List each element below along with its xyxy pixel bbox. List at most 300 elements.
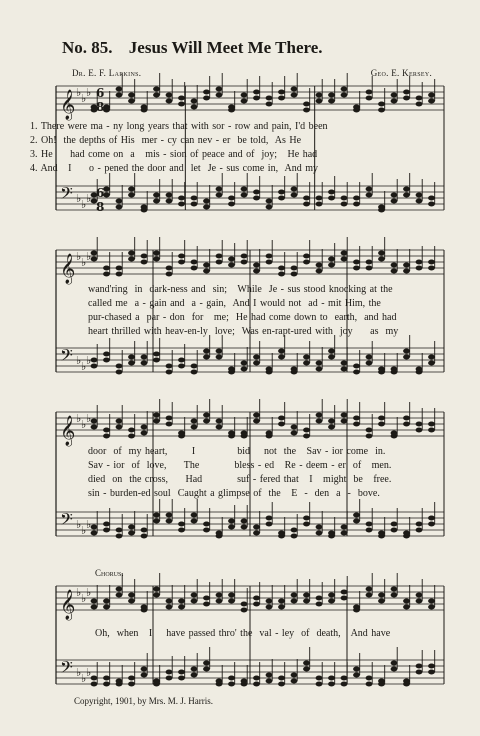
note-head [428, 664, 435, 669]
note-head [341, 596, 348, 601]
note-head [203, 602, 210, 607]
note-head [316, 602, 323, 607]
time-signature-bottom: 8 [96, 100, 105, 114]
note-head [178, 599, 185, 604]
note-head [278, 272, 285, 277]
note-head [178, 202, 185, 207]
flat-icon: ♭ [86, 354, 92, 367]
bass-clef-icon: 𝄢 [60, 509, 73, 533]
note-head [166, 272, 173, 277]
note-head [416, 102, 423, 107]
note-head [353, 673, 360, 678]
note-head [228, 263, 235, 268]
note-head [341, 682, 348, 687]
note-head [166, 93, 173, 98]
note-head [203, 96, 210, 101]
note-head [116, 205, 123, 210]
flat-icon: ♭ [76, 250, 82, 263]
note-head [178, 254, 185, 259]
note-head [153, 513, 160, 518]
note-head [153, 413, 160, 418]
note-head [178, 605, 185, 610]
note-head [428, 260, 435, 265]
note-head [253, 596, 260, 601]
note-head [116, 199, 123, 204]
note-head [191, 196, 198, 201]
note-head [153, 251, 160, 256]
note-head [116, 87, 123, 92]
flat-icon: ♭ [86, 586, 92, 599]
flat-icon: ♭ [86, 192, 92, 205]
note-head [166, 193, 173, 198]
note-head [428, 670, 435, 675]
lyric-line: 2. Oh! the depths of His mer - cy can nev - er be told, As He [30, 135, 302, 146]
note-head [178, 358, 185, 363]
note-head [403, 193, 410, 198]
note-head [291, 93, 298, 98]
note-head [353, 364, 360, 369]
treble-clef-icon: 𝄞 [60, 416, 76, 446]
note-head [366, 428, 373, 433]
note-head [91, 425, 98, 430]
treble-clef-icon: 𝄞 [60, 90, 76, 120]
note-head [203, 667, 210, 672]
flat-icon: ♭ [81, 256, 87, 269]
lyric-line: wand'ring in dark-ness and sin; While Je - sus stood knocking at the [88, 284, 393, 295]
note-head [278, 90, 285, 95]
note-head [353, 370, 360, 375]
note-head [378, 416, 385, 421]
note-head [241, 260, 248, 265]
note-head [191, 266, 198, 271]
note-head [266, 673, 273, 678]
note-head [316, 263, 323, 268]
note-head [341, 525, 348, 530]
note-head [291, 87, 298, 92]
note-head [316, 682, 323, 687]
note-head [91, 605, 98, 610]
note-head [166, 416, 173, 421]
note-head [141, 528, 148, 533]
treble-clef-icon: 𝄞 [60, 590, 76, 620]
note-head [253, 269, 260, 274]
note-head [241, 602, 248, 607]
note-head [153, 419, 160, 424]
note-head [228, 108, 235, 113]
note-head [266, 605, 273, 610]
note-head [141, 361, 148, 366]
note-head [178, 364, 185, 369]
note-head [366, 587, 373, 592]
note-head [316, 525, 323, 530]
bass-clef-icon: 𝄢 [60, 345, 73, 369]
note-head [116, 93, 123, 98]
note-head [316, 99, 323, 104]
note-head [203, 199, 210, 204]
note-head [303, 599, 310, 604]
note-head [228, 519, 235, 524]
note-head [428, 599, 435, 604]
note-head [403, 416, 410, 421]
bass-clef-icon: 𝄢 [60, 183, 73, 207]
note-head [103, 522, 110, 527]
note-head [216, 425, 223, 430]
note-head [391, 522, 398, 527]
note-head [153, 199, 160, 204]
note-head [366, 361, 373, 366]
note-head [178, 522, 185, 527]
note-head [128, 531, 135, 536]
note-head [166, 370, 173, 375]
note-head [116, 534, 123, 539]
note-head [416, 199, 423, 204]
composer-credit: Geo. E. Kersey. [370, 68, 432, 78]
note-head [341, 367, 348, 372]
note-head [191, 599, 198, 604]
note-head [241, 608, 248, 613]
note-head [203, 413, 210, 418]
note-head [166, 670, 173, 675]
note-head [116, 370, 123, 375]
note-head [341, 93, 348, 98]
lyrics-system-3 [88, 445, 448, 501]
lyric-line: Oh, when I have passed thro' the val - ley of death, And have [95, 628, 391, 639]
note-head [328, 257, 335, 262]
flat-icon: ♭ [86, 250, 92, 263]
note-head [141, 208, 148, 213]
note-head [128, 355, 135, 360]
note-head [391, 667, 398, 672]
note-head [416, 664, 423, 669]
note-head [353, 608, 360, 613]
note-head [391, 269, 398, 274]
note-head [278, 190, 285, 195]
note-head [416, 193, 423, 198]
note-head [391, 370, 398, 375]
note-head [153, 257, 160, 262]
note-head [241, 361, 248, 366]
note-head [203, 522, 210, 527]
note-head [191, 370, 198, 375]
note-head [366, 682, 373, 687]
note-head [328, 425, 335, 430]
note-head [216, 349, 223, 354]
note-head [291, 425, 298, 430]
note-head [191, 673, 198, 678]
note-head [403, 599, 410, 604]
note-head [428, 99, 435, 104]
note-head [266, 516, 273, 521]
note-head [266, 102, 273, 107]
note-head [416, 428, 423, 433]
note-head [128, 187, 135, 192]
note-head [128, 676, 135, 681]
note-head [153, 93, 160, 98]
note-head [266, 599, 273, 604]
note-head [253, 355, 260, 360]
note-head [141, 608, 148, 613]
note-head [141, 431, 148, 436]
note-head [103, 266, 110, 271]
note-head [141, 425, 148, 430]
author-credit: Dr. E. F. Larkins. [72, 68, 142, 78]
note-head [403, 263, 410, 268]
note-head [428, 361, 435, 366]
note-head [253, 525, 260, 530]
note-head [428, 422, 435, 427]
note-head [203, 90, 210, 95]
note-head [153, 593, 160, 598]
note-head [241, 254, 248, 259]
note-head [428, 522, 435, 527]
note-head [241, 187, 248, 192]
note-head [241, 99, 248, 104]
note-head [291, 593, 298, 598]
note-head [103, 676, 110, 681]
note-head [216, 260, 223, 265]
note-head [403, 682, 410, 687]
note-head [303, 254, 310, 259]
note-head [316, 361, 323, 366]
note-head [366, 193, 373, 198]
note-head [228, 599, 235, 604]
note-head [116, 587, 123, 592]
note-head [403, 355, 410, 360]
note-head [403, 349, 410, 354]
hymn-number: No. 85. [62, 38, 113, 57]
note-head [328, 599, 335, 604]
note-head [366, 96, 373, 101]
note-head [178, 676, 185, 681]
note-head [103, 272, 110, 277]
note-head [378, 599, 385, 604]
note-head [191, 425, 198, 430]
note-head [303, 434, 310, 439]
note-head [353, 416, 360, 421]
flat-icon: ♭ [81, 360, 87, 373]
flat-icon: ♭ [76, 86, 82, 99]
note-head [303, 102, 310, 107]
note-head [416, 593, 423, 598]
note-head [103, 528, 110, 533]
lyric-line: died on the cross, Had suf - fered that I might be free. [88, 474, 392, 485]
note-head [128, 99, 135, 104]
note-head [266, 679, 273, 684]
note-head [303, 196, 310, 201]
note-head [178, 102, 185, 107]
note-head [216, 254, 223, 259]
note-head [341, 257, 348, 262]
note-head [378, 593, 385, 598]
flat-icon: ♭ [86, 412, 92, 425]
note-head [353, 667, 360, 672]
note-head [116, 266, 123, 271]
note-head [116, 528, 123, 533]
note-head [391, 528, 398, 533]
note-head [266, 199, 273, 204]
note-head [191, 105, 198, 110]
note-head [153, 87, 160, 92]
note-head [341, 251, 348, 256]
note-head [316, 93, 323, 98]
note-head [291, 528, 298, 533]
note-head [153, 587, 160, 592]
note-head [341, 676, 348, 681]
note-head [128, 525, 135, 530]
note-head [253, 263, 260, 268]
note-head [278, 96, 285, 101]
note-head [328, 682, 335, 687]
note-head [253, 676, 260, 681]
note-head [303, 661, 310, 666]
note-head [391, 434, 398, 439]
note-head [303, 108, 310, 113]
note-head [416, 522, 423, 527]
flat-icon: ♭ [86, 518, 92, 531]
note-head [116, 425, 123, 430]
note-head [116, 364, 123, 369]
time-signature-bottom: 8 [96, 200, 105, 214]
note-head [228, 370, 235, 375]
note-head [216, 93, 223, 98]
note-head [316, 367, 323, 372]
note-head [228, 525, 235, 530]
note-head [378, 257, 385, 262]
note-head [353, 422, 360, 427]
note-head [403, 534, 410, 539]
note-head [416, 422, 423, 427]
note-head [153, 682, 160, 687]
note-head [416, 260, 423, 265]
note-head [391, 193, 398, 198]
note-head [391, 593, 398, 598]
note-head [166, 519, 173, 524]
note-head [141, 355, 148, 360]
note-head [341, 361, 348, 366]
flat-icon: ♭ [76, 586, 82, 599]
note-head [178, 96, 185, 101]
note-head [416, 266, 423, 271]
note-head [291, 370, 298, 375]
note-head [328, 99, 335, 104]
note-head [303, 260, 310, 265]
note-head [366, 593, 373, 598]
note-head [153, 519, 160, 524]
note-head [191, 419, 198, 424]
note-head [316, 202, 323, 207]
note-head [141, 667, 148, 672]
note-head [353, 519, 360, 524]
note-head [328, 419, 335, 424]
note-head [253, 361, 260, 366]
note-head [278, 676, 285, 681]
note-head [353, 202, 360, 207]
note-head [228, 676, 235, 681]
note-head [416, 96, 423, 101]
note-head [203, 205, 210, 210]
note-head [316, 196, 323, 201]
lyric-line: called me a - gain and a - gain, And I would not ad - mit Him, the [88, 298, 381, 309]
note-head [178, 434, 185, 439]
lyric-line: door of my heart, I bid not the Sav - ior come in. [88, 446, 386, 457]
time-signature-top: 6 [96, 186, 105, 200]
flat-icon: ♭ [76, 192, 82, 205]
note-head [278, 416, 285, 421]
note-head [366, 676, 373, 681]
note-head [166, 99, 173, 104]
note-head [116, 419, 123, 424]
note-head [203, 263, 210, 268]
lyric-line: pur-chased a par - don for me; He had come down to earth, and had [88, 312, 397, 323]
note-head [378, 102, 385, 107]
note-head [128, 599, 135, 604]
note-head [103, 352, 110, 357]
note-head [166, 364, 173, 369]
note-head [328, 593, 335, 598]
note-head [316, 413, 323, 418]
note-head [166, 422, 173, 427]
note-head [153, 193, 160, 198]
note-head [428, 605, 435, 610]
note-head [278, 266, 285, 271]
note-head [228, 196, 235, 201]
note-head [391, 263, 398, 268]
note-head [391, 99, 398, 104]
flat-icon: ♭ [76, 666, 82, 679]
lyric-line: heart thrilled with heav-en-ly love; Was en-rapt-ured with joy as my [88, 326, 399, 337]
note-head [91, 525, 98, 530]
lyrics-system-2 [88, 283, 448, 339]
lyrics-system-1 [30, 120, 442, 176]
note-head [216, 534, 223, 539]
note-head [378, 370, 385, 375]
note-head [166, 599, 173, 604]
note-head [178, 260, 185, 265]
note-head [428, 516, 435, 521]
note-head [241, 525, 248, 530]
note-head [141, 534, 148, 539]
copyright-notice: Copyright, 1901, by Mrs. M. J. Harris. [74, 696, 213, 706]
note-head [191, 513, 198, 518]
note-head [166, 266, 173, 271]
note-head [241, 682, 248, 687]
note-head [166, 513, 173, 518]
note-head [428, 196, 435, 201]
note-head [341, 87, 348, 92]
note-head [366, 260, 373, 265]
note-head [266, 254, 273, 259]
note-head [378, 251, 385, 256]
note-head [278, 349, 285, 354]
note-head [128, 593, 135, 598]
lyric-line: 3. He had come on a mis - sion of peace and of joy; He had [30, 149, 318, 160]
note-head [303, 522, 310, 527]
note-head [328, 196, 335, 201]
note-head [178, 670, 185, 675]
note-head [278, 605, 285, 610]
note-head [303, 593, 310, 598]
note-head [316, 596, 323, 601]
note-head [316, 269, 323, 274]
note-head [328, 676, 335, 681]
note-head [428, 428, 435, 433]
note-head [141, 673, 148, 678]
note-head [278, 599, 285, 604]
note-head [391, 93, 398, 98]
note-head [278, 534, 285, 539]
note-head [241, 519, 248, 524]
bass-clef-icon: 𝄢 [60, 657, 73, 681]
